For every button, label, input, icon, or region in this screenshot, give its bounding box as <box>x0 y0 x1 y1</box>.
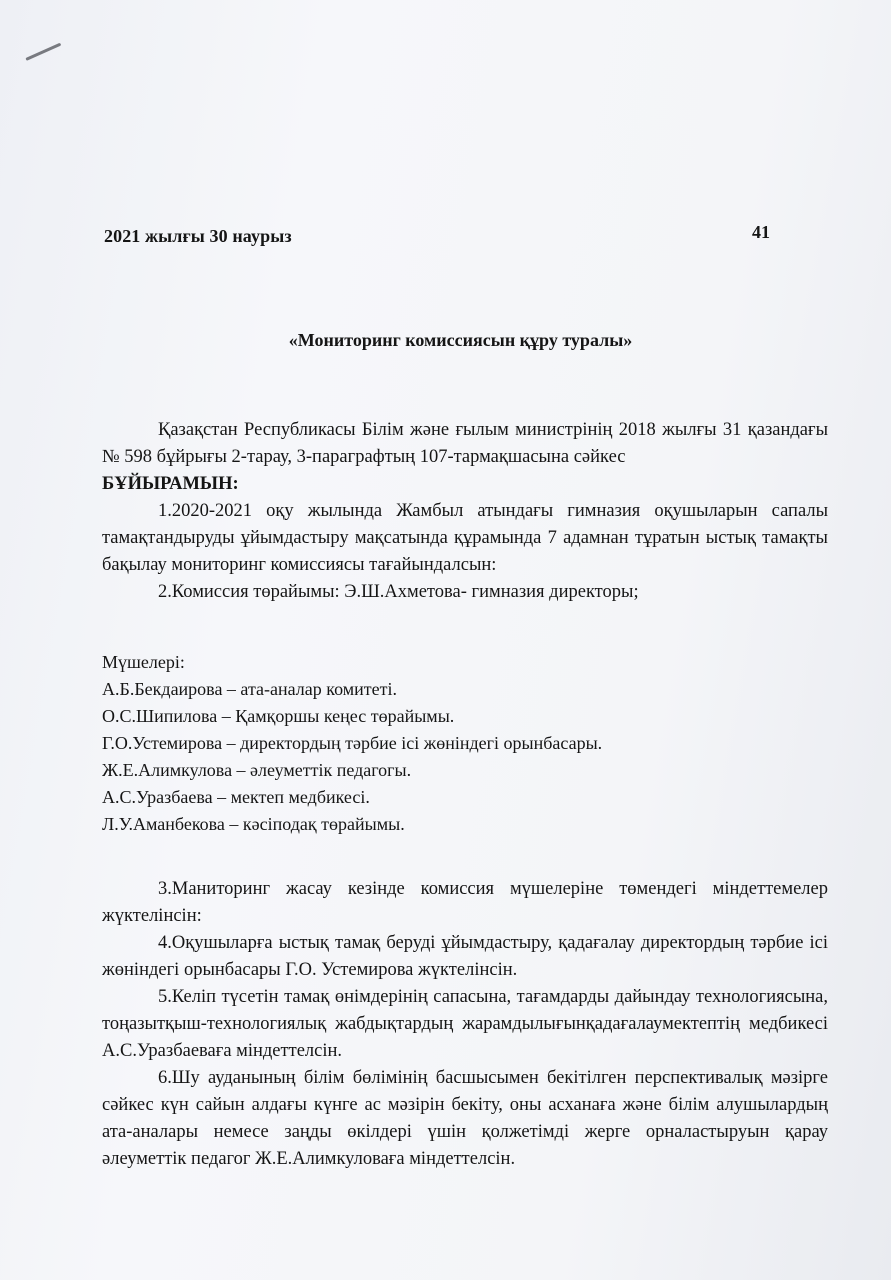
order-body <box>102 417 828 606</box>
order-title: «Мониторинг комиссиясын құру туралы» <box>288 330 633 350</box>
member-item: Л.У.Аманбекова – кәсіподақ төрайымы. <box>102 814 405 834</box>
members-heading: Мүшелері: <box>102 652 185 672</box>
order-number: 41 <box>752 222 770 242</box>
member-item: О.С.Шипилова – Қамқоршы кеңес төрайымы. <box>102 706 455 726</box>
members-block <box>102 649 828 838</box>
pen-mark <box>25 43 61 61</box>
item-4-paragraph: 4.Оқушыларға ыстық тамақ беруді ұйымдастыру, қадағалау директордың тәрбие ісі жөніндегі орынбасары Г.О. Устемирова жүктелінсін. <box>102 933 828 980</box>
member-item: А.Б.Бекдаирова – ата-аналар комитеті. <box>102 679 398 699</box>
member-item: Ж.Е.Алимкулова – әлеуметтік педагогы. <box>102 760 412 780</box>
order-word: БҰЙЫРАМЫН: <box>102 474 239 494</box>
order-date: 2021 жылғы 30 наурыз <box>104 226 292 246</box>
member-item: А.С.Уразбаева – мектеп медбикесі. <box>102 787 370 807</box>
item-1-paragraph: 1.2020-2021 оқу жылында Жамбыл атындағы гимназия оқушыларын сапалы тамақтандыруды ұйымдастыру мақсатында құрамында 7 адамнан тұратын ыстық тамақты бақылау мониторинг комиссиясы тағайындалсын: <box>102 501 828 575</box>
item-3-paragraph: 3.Маниторинг жасау кезінде комиссия мүшелеріне төмендегі міндеттемелер жүктелінсін: <box>102 879 828 926</box>
duties-block <box>102 876 828 1173</box>
item-6-paragraph: 6.Шу ауданының білім бөлімінің басшысымен бекітілген перспективалық мәзірге сәйкес күн сайын алдағы күнге ас мәзірін бекіту, оны асханаға және білім алушылардың ата-аналары немесе заңды өкілдері үшін қолжетімді жерге орналастыруын қарау әлеуметтік педагог Ж.Е.Алимкуловаға міндеттелсін. <box>102 1068 828 1169</box>
member-item: Г.О.Устемирова – директордың тәрбие ісі жөніндегі орынбасары. <box>102 733 603 753</box>
preamble-paragraph: Қазақстан Республикасы Білім және ғылым министрінің 2018 жылғы 31 қазандағы № 598 бұйрығы 2-тарау, 3-параграфтың 107-тармақшасына сәйкес <box>102 420 828 467</box>
item-2-paragraph: 2.Комиссия төрайымы: Э.Ш.Ахметова- гимназия директоры; <box>158 582 639 602</box>
item-5-paragraph: 5.Келіп түсетін тамақ өнімдерінің сапасына, тағамдарды дайындау технологиясына, тоңазытқыш-технологиялық жабдықтардың жарамдылығынқадағалаумектептің медбикесі А.С.Уразбаеваға міндеттелсін. <box>102 987 828 1061</box>
